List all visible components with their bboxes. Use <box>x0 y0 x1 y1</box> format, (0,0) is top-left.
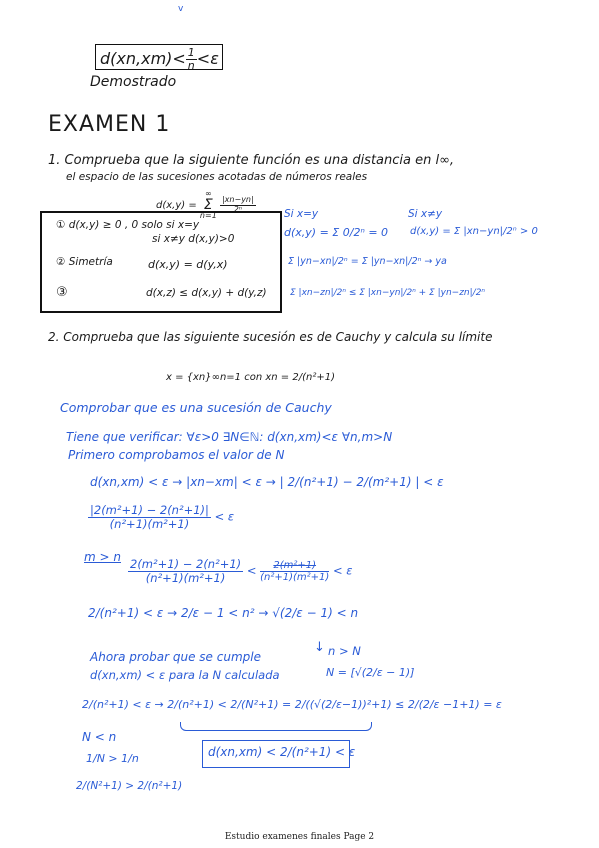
blue-line-4: d(xn,xm) < ε → |xn−xm| < ε → | 2/(n²+1) − 2/(m²+1) | < ε <box>90 475 444 489</box>
q2-statement: 2. Comprueba que las siguiente sucesión es de Cauchy y calcula su límite <box>48 330 493 344</box>
check-mark: v <box>178 4 184 14</box>
blue-line-9a: Ahora probar que se cumple <box>90 650 261 664</box>
result-box-top-content: d(xn,xm)< $\frac{1}{n}$ <ε <box>100 46 219 73</box>
right-eq-2: d(x,y) = Σ |xn−yn|/2ⁿ > 0 <box>410 226 538 237</box>
right-eq-4: Σ |xn−zn|/2ⁿ ≤ Σ |xn−yn|/2ⁿ + Σ |yn−zn|/2ⁿ <box>290 288 486 298</box>
distance-definition: d(x,y) = ∞ Σ n=1 $\frac{|xn-yn|}{\text{2ⁿ}}$ <box>156 189 254 220</box>
prop1-b: si x≠y d(x,y)>0 <box>152 233 235 245</box>
prop2-label: ② Simetría <box>56 256 113 268</box>
q1-line1: 1. Comprueba que la siguiente función es una distancia en l∞, <box>48 153 455 168</box>
blue-line-7: $\frac{\text{2(m²+1) − 2(n²+1)}}{\text{(n²+1)(m²+1)}}$ < $\frac{\text{2(m²+1)}}{\text{(n²+1)(m²+1)}}$ < ε <box>130 557 353 585</box>
right-si-2: Si x≠y <box>408 208 443 220</box>
right-si-1: Si x=y <box>284 208 319 220</box>
bracket-underline <box>180 722 372 731</box>
exam-title: EXAMEN 1 <box>48 112 171 137</box>
right-eq-3: Σ |yn−xn|/2ⁿ = Σ |yn−xn|/2ⁿ → ya <box>288 256 447 267</box>
blue-line-1: Comprobar que es una sucesión de Cauchy <box>60 400 332 415</box>
q1-line2: el espacio de las sucesiones acotadas de números reales <box>66 171 368 183</box>
page-footer: Estudio examenes finales Page 2 <box>224 832 375 842</box>
blue-arrow-down: ↓ <box>314 640 325 655</box>
blue-line-3: Primero comprobamos el valor de N <box>68 448 285 462</box>
prop3-label: ③ <box>56 285 68 300</box>
blue-line-11: 2/(n²+1) < ε → 2/(n²+1) < 2/(N²+1) = 2/((√(2/ε−1))²+1) ≤ 2/(2/ε −1+1) = ε <box>82 698 502 711</box>
final-result-text: d(xn,xm) < 2/(n²+1) < ε <box>208 745 356 759</box>
blue-line-5: $\frac{\text{|2(m²+1) − 2(n²+1)|}}{\text{(n²+1)(m²+1)}}$ < ε <box>90 503 235 531</box>
sequence-definition: x = {xn}∞n=1 con xn = 2/(n²+1) <box>166 372 335 383</box>
blue-line-13: 1/N > 1/n <box>86 752 139 765</box>
blue-line-10b: N = [√(2/ε − 1)] <box>326 666 415 679</box>
right-eq-1: d(x,y) = Σ 0/2ⁿ = 0 <box>284 226 389 239</box>
blue-line-12: N < n <box>82 730 117 744</box>
prop2-eq: d(x,y) = d(y,x) <box>148 258 228 271</box>
demostrado-text: Demostrado <box>90 74 177 90</box>
prop1-a: ① d(x,y) ≥ 0 , 0 solo si x=y <box>56 219 200 231</box>
blue-line-10a: d(xn,xm) < ε para la N calculada <box>90 668 280 682</box>
blue-line-2: Tiene que verificar: ∀ε>0 ∃N∈ℕ: d(xn,xm)<ε ∀n,m>N <box>66 430 393 444</box>
blue-line-14: 2/(N²+1) > 2/(n²+1) <box>76 780 183 792</box>
blue-line-9b: n > N <box>328 644 361 658</box>
prop3-eq: d(x,z) ≤ d(x,y) + d(y,z) <box>146 287 267 299</box>
blue-line-6: m > n <box>84 550 121 564</box>
blue-line-8: 2/(n²+1) < ε → 2/ε − 1 < n² → √(2/ε − 1) < n <box>88 606 359 620</box>
